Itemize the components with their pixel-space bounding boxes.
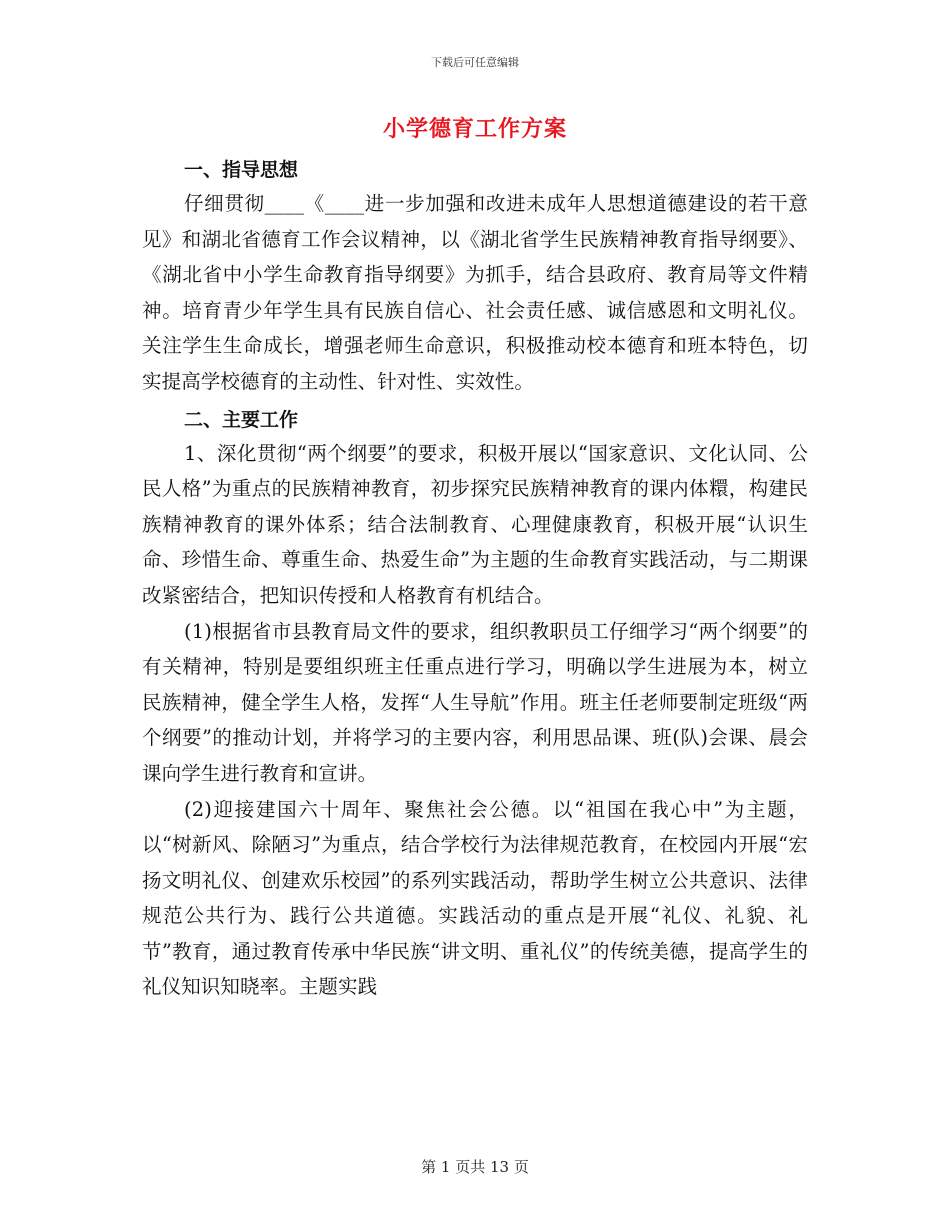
section-heading-guiding-ideology: 一、指导思想 bbox=[184, 159, 299, 181]
paragraph-main-work-1-item-1: (1)根据省市县教育局文件的要求，组织教职员工仔细学习“两个纲要”的有关精神，特别是要组织班主任重点进行学习，明确以学生进展为本，树立民族精神，健全学生人格，发挥“人生导航”作用。班主任老师要制定班级“两个纲要”的推动计划，并将学习的主要内容，利用思品课、班(队)会课、晨会课向学生进行教育和宣讲。 bbox=[142, 619, 808, 785]
document-body bbox=[142, 154, 808, 1005]
paragraph-main-work-1: 1、深化贯彻“两个纲要”的要求，积极开展以“国家意识、文化认同、公民人格”为重点的民族精神教育，初步探究民族精神教育的课内体糫，构建民族精神教育的课外体系；结合法制教育、心理健康教育，积极开展“认识生命、珍惜生命、尊重生命、热爱生命”为主题的生命教育实践活动，与二期课改紧密结合，把知识传授和人格教育有机结合。 bbox=[142, 441, 808, 607]
page-footer-number: 第 1 页共 13 页 bbox=[421, 1158, 529, 1176]
section-heading-main-work: 二、主要工作 bbox=[184, 408, 299, 431]
page-header-note: 下载后可任意编辑 bbox=[431, 56, 519, 69]
paragraph-main-work-1-item-2: (2)迎接建国六十周年、聚焦社会公德。以“祖国在我心中”为主题，以“树新风、除陋习”为重点，结合学校行为法律规范教育，在校园内开展“宏扬文明礼仪、创建欢乐校园”的系列实践活动，帮助学生树立公共意识、法律规范公共行为、践行公共道德。实践活动的重点是开展“礼仪、礼貌、礼节”教育，通过教育传承中华民族“讲文明、重礼仪”的传统美德，提高学生的礼仪知识知晓率。主题实践 bbox=[142, 797, 808, 999]
paragraph-guiding-ideology: 仔细贯彻____《____进一步加强和改进未成年人思想道德建设的若干意见》和湖北省德育工作会议精神，以《湖北省学生民族精神教育指导纲要》、《湖北省中小学生命教育指导纲要》为抓手，结合县政府、教育局等文件精神。培育青少年学生具有民族自信心、社会责任感、诚信感恩和文明礼仪。关注学生生命成长，增强老师生命意识，积极推动校本德育和班本特色，切实提高学校德育的主动性、针对性、实效性。 bbox=[142, 192, 808, 393]
document-title: 小学德育工作方案 bbox=[382, 116, 567, 142]
